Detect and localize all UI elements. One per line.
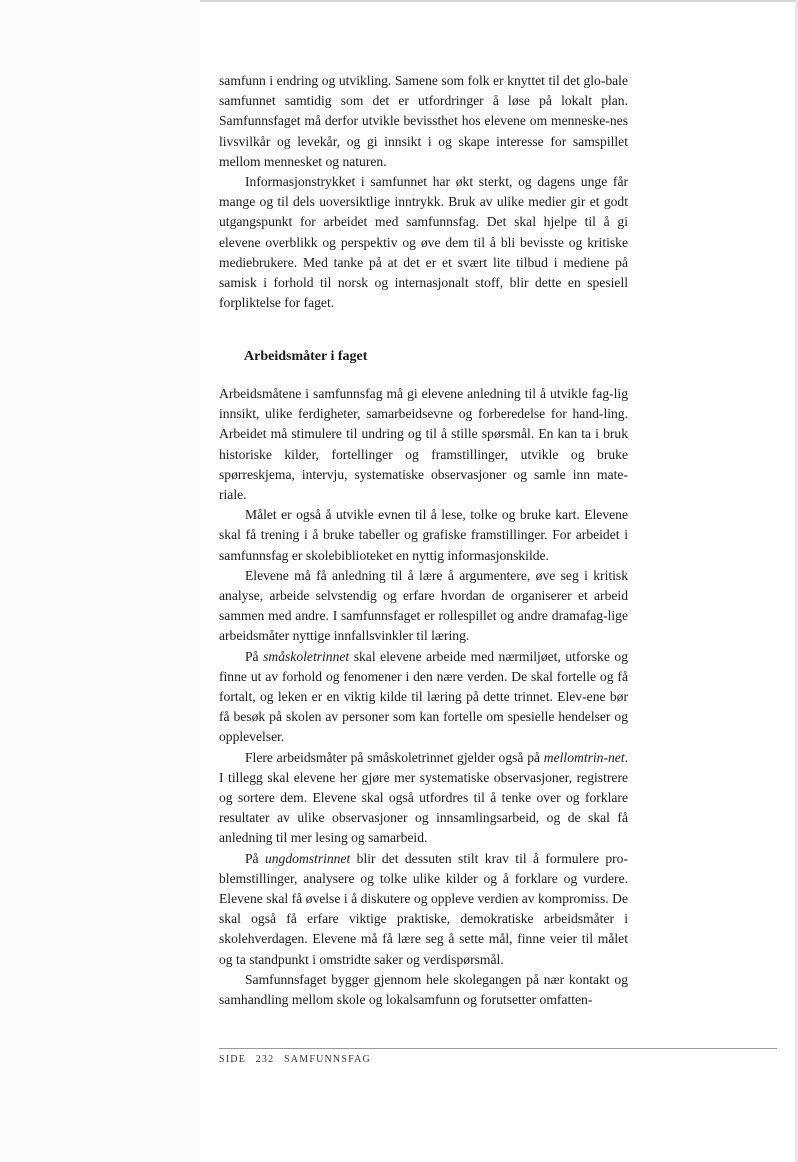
paragraph-text: blir det dessuten stilt krav til å formulere pro-blemstillinger, analysere og tolke ulike kilder og å forklare og vurdere. Elevene skal få øvelse i å diskutere og oppleve verdien av kompromiss. De skal også få erfare viktige praktiske, demokratiske arbeidsmåter i skolehverdagen. Elevene må få lære seg å sette mål, finne veier til målet og ta standpunkt i omstridte saker og verdispørsmål. [219, 850, 628, 967]
footer-side-label: SIDE [219, 1054, 247, 1065]
page-footer [219, 1054, 377, 1065]
footer-divider [219, 1048, 777, 1049]
paragraph: Informasjonstrykket i samfunnet har økt sterkt, og dagens unge får mange og til dels uoversiktlige inntrykk. Bruk av ulike medier gir et godt utgangspunkt for arbeidet med samfunnsfag. Det skal hjelpe til å gi elevene overblikk og perspektiv og øve dem til å bli bevisste og kritiske mediebrukere. Med tanke på at det er et svært lite tilbud i mediene på samisk i forhold til norsk og internasjonalt stoff, blir dette en spesiell forpliktelse for faget. [219, 174, 628, 311]
paragraph: Elevene må få anledning til å lære å argumentere, øve seg i kritisk analyse, arbeide selvstendig og erfare hvordan de organiserer et arbeid sammen med andre. I samfunnsfaget er rollespillet og andre dramafag-lige arbeidsmåter nyttige innfallsvinkler til læring. [219, 567, 628, 644]
paragraph [219, 748, 628, 849]
emphasized-term: småskoletrinnet [263, 648, 350, 664]
body-text-section-2 [219, 384, 628, 1010]
paragraph: Samfunnsfaget bygger gjennom hele skolegangen på nær kontakt og samhandling mellom skole og lokalsamfunn og forutsetter omfatten- [219, 971, 628, 1008]
footer-page-number: 232 [255, 1054, 275, 1065]
paragraph-text: Flere arbeidsmåter på småskoletrinnet gjelder også på [245, 749, 544, 765]
paragraph: Arbeidsmåtene i samfunnsfag må gi elevene anledning til å utvikle fag-lig innsikt, ulike ferdigheter, samarbeidsevne og forberedelse for hand-ling. Arbeidet må stimulere til undring og til å stille spørsmål. En kan ta i bruk historiske kilder, fortellinger og framstillinger, utvikle og bruke spørreskjema, intervju, systematiske observasjoner og samle inn mate-riale. [219, 386, 628, 503]
paragraph [219, 849, 628, 970]
paragraph-text: . I tillegg skal elevene her gjøre mer systematiske observasjoner, registrere og sortere dem. Elevene skal også utfordres til å tenke over og forklare resultater av ulike observasjoner og innsamlingsarbeid, og de skal få anledning til mer lesing og samarbeid. [219, 749, 628, 846]
page-margin [0, 0, 200, 1162]
paragraph-text: På [245, 648, 264, 664]
paragraph-text: skal elevene arbeide med nærmiljøet, utforske og finne ut av forhold og fenomener i den nære verden. De skal fortelle og få fortalt, og leken er en viktig kilde til læring på dette trinnet. Elev-ene bør få besøk på skolen av personer som kan fortelle om spesielle hendelser og opplevelser. [219, 648, 628, 745]
paragraph-text: På [245, 850, 265, 866]
page-top-edge [200, 0, 798, 2]
emphasized-term: mellomtrin-net [543, 749, 625, 765]
section-heading: Arbeidsmåter i faget [244, 349, 368, 364]
paragraph: samfunn i endring og utvikling. Samene som folk er knyttet til det glo-bale samfunnet samtidig som det er utfordringer å løse på lokalt plan. Samfunnsfaget må derfor utvikle bevissthet hos elevene om menneske-nes livsvilkår og levekår, og gi innsikt i og skape interesse for samspillet mellom mennesket og naturen. [219, 73, 628, 169]
emphasized-term: ungdomstrinnet [264, 850, 351, 866]
paragraph [219, 647, 628, 748]
body-text-section-1 [219, 71, 628, 313]
paragraph: Målet er også å utvikle evnen til å lese, tolke og bruke kart. Elevene skal få trening i å bruke tabeller og grafiske framstillinger. For arbeidet i samfunnsfag er skolebiblioteket en nyttig informasjonskilde. [219, 507, 628, 563]
footer-subject: SAMFUNNSFAG [284, 1054, 371, 1065]
